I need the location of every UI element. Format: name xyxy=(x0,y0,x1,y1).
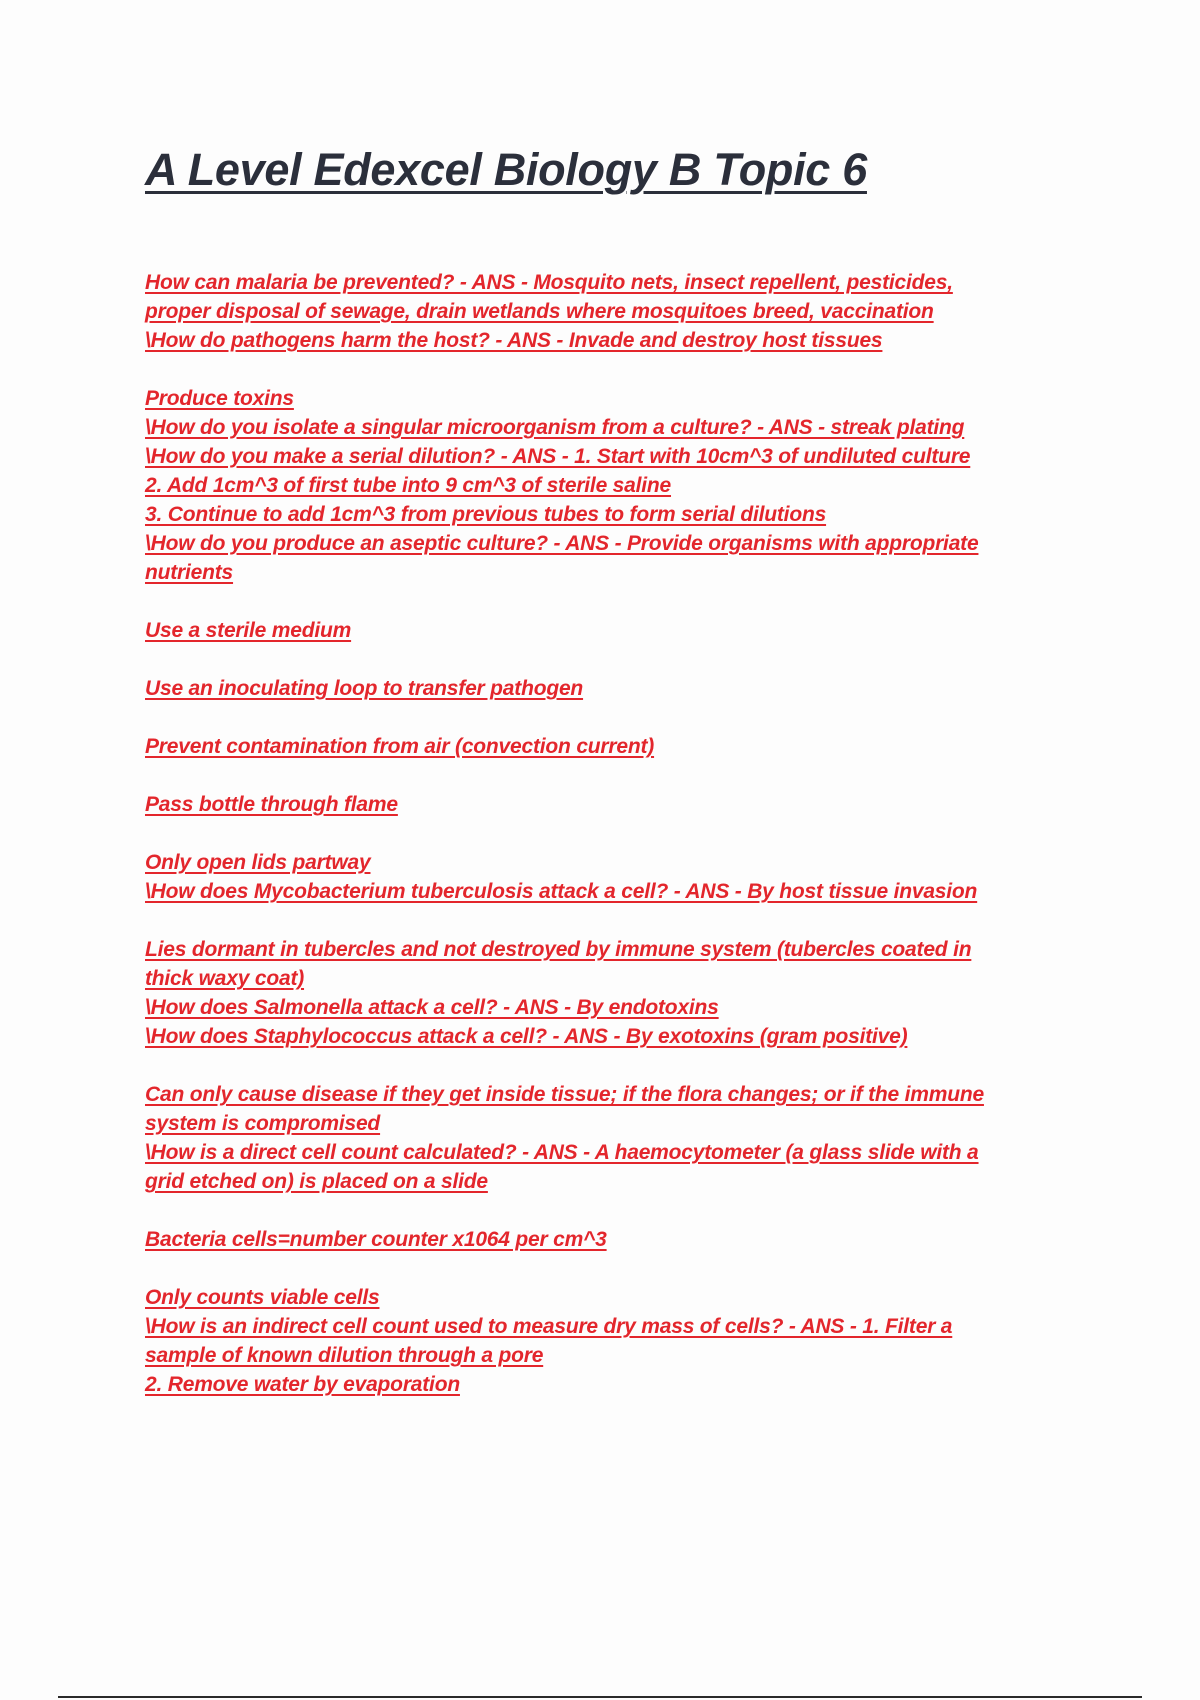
note-line: Use a sterile medium xyxy=(145,619,352,642)
note-line: How can malaria be prevented? - ANS - Mosquito nets, insect repellent, pesticides, xyxy=(145,271,953,294)
note-line: Can only cause disease if they get inside tissue; if the flora changes; or if the immune xyxy=(145,1083,984,1106)
document-title: A Level Edexcel Biology B Topic 6 xyxy=(145,144,867,195)
line-gap xyxy=(145,1196,1075,1225)
line-gap xyxy=(145,355,1075,384)
note-line: 2. Remove water by evaporation xyxy=(145,1373,460,1396)
note-line: Produce toxins xyxy=(145,387,294,410)
line-gap xyxy=(145,906,1075,935)
note-line: Only open lids partway xyxy=(145,851,371,874)
note-line: \How do you produce an aseptic culture? - ANS - Provide organisms with appropriate xyxy=(145,532,979,555)
note-line: system is compromised xyxy=(145,1112,381,1135)
note-line: nutrients xyxy=(145,561,234,584)
note-line: \How do you isolate a singular microorganism from a culture? - ANS - streak plating xyxy=(145,416,965,439)
note-line: Lies dormant in tubercles and not destroyed by immune system (tubercles coated in xyxy=(145,938,972,961)
notes-body xyxy=(145,268,1075,1399)
note-line: 3. Continue to add 1cm^3 from previous tubes to form serial dilutions xyxy=(145,503,827,526)
note-line: \How does Salmonella attack a cell? - ANS - By endotoxins xyxy=(145,996,719,1019)
note-line: proper disposal of sewage, drain wetlands where mosquitoes breed, vaccination xyxy=(145,300,934,323)
note-line: Prevent contamination from air (convection current) xyxy=(145,735,655,758)
note-line: \How does Mycobacterium tuberculosis attack a cell? - ANS - By host tissue invasion xyxy=(145,880,978,903)
note-line: thick waxy coat) xyxy=(145,967,305,990)
note-line: \How does Staphylococcus attack a cell? - ANS - By exotoxins (gram positive) xyxy=(145,1025,908,1048)
note-line: \How is a direct cell count calculated? - ANS - A haemocytometer (a glass slide with a xyxy=(145,1141,979,1164)
note-line: \How do pathogens harm the host? - ANS - Invade and destroy host tissues xyxy=(145,329,883,352)
line-gap xyxy=(145,703,1075,732)
page-bottom-rule xyxy=(58,1696,1142,1698)
note-line: grid etched on) is placed on a slide xyxy=(145,1170,488,1193)
note-line: \How do you make a serial dilution? - ANS - 1. Start with 10cm^3 of undiluted culture xyxy=(145,445,971,468)
line-gap xyxy=(145,645,1075,674)
note-line: Use an inoculating loop to transfer pathogen xyxy=(145,677,584,700)
line-gap xyxy=(145,761,1075,790)
line-gap xyxy=(145,1051,1075,1080)
note-line: Only counts viable cells xyxy=(145,1286,380,1309)
note-line: 2. Add 1cm^3 of first tube into 9 cm^3 of sterile saline xyxy=(145,474,672,497)
line-gap xyxy=(145,1254,1075,1283)
note-line: Bacteria cells=number counter x1064 per cm^3 xyxy=(145,1228,607,1251)
note-line: sample of known dilution through a pore xyxy=(145,1344,544,1367)
line-gap xyxy=(145,819,1075,848)
note-line: Pass bottle through flame xyxy=(145,793,398,816)
note-line: \How is an indirect cell count used to measure dry mass of cells? - ANS - 1. Filter a xyxy=(145,1315,953,1338)
line-gap xyxy=(145,587,1075,616)
